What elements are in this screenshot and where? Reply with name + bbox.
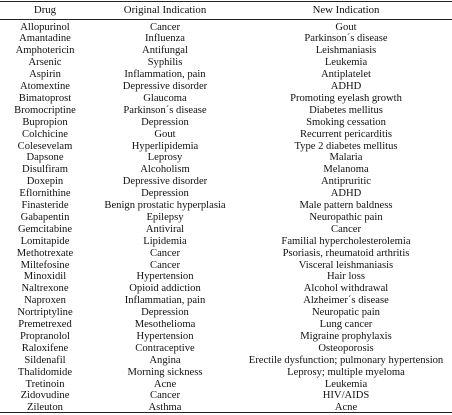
cell-original-indication: Depressive disorder (122, 81, 208, 92)
table-row (0, 355, 452, 368)
bottom-rule (0, 412, 452, 413)
table-row (0, 236, 452, 249)
table-row (0, 260, 452, 273)
table-row (0, 331, 452, 344)
cell-drug: Naproxen (24, 295, 66, 307)
header-drug: Drug (33, 4, 57, 16)
cell-new-indication: Hair loss (327, 271, 365, 283)
cell-new-indication: Male pattern baldness (299, 200, 393, 211)
table-row (0, 81, 452, 94)
cell-original-indication: Depression (141, 188, 189, 200)
table-row (0, 200, 452, 213)
cell-new-indication: Lung cancer (319, 319, 373, 330)
table-row (0, 295, 452, 308)
cell-original-indication: Cancer (150, 247, 180, 259)
cell-drug: Colesevelam (17, 140, 73, 152)
table-row (0, 319, 452, 332)
cell-drug: Atomextine (19, 81, 70, 92)
cell-drug: Nortriptyline (17, 307, 73, 319)
cell-original-indication: Morning sickness (127, 366, 203, 378)
cell-drug: Gabapentin (20, 211, 70, 223)
cell-original-indication: Depression (141, 307, 189, 319)
cell-new-indication: Gout (335, 21, 357, 33)
table-header-row (0, 4, 452, 17)
cell-original-indication: Leprosy (147, 152, 183, 164)
table-row (0, 93, 452, 106)
cell-original-indication: Cancer (150, 390, 180, 402)
cell-drug: Naltrexone (21, 283, 69, 295)
cell-drug: Doxepin (26, 176, 64, 188)
cell-original-indication: Cancer (150, 259, 180, 271)
cell-drug: Propranolol (19, 330, 71, 342)
cell-drug: Zileuton (27, 402, 63, 414)
cell-new-indication: Osteoporosis (318, 342, 374, 354)
table-row (0, 379, 452, 392)
cell-new-indication: Recurrent pericarditis (299, 128, 393, 140)
cell-drug: Tretinoin (25, 378, 65, 390)
table-row (0, 105, 452, 118)
cell-original-indication: Epilepsy (146, 211, 184, 223)
cell-new-indication: Smoking cessation (306, 116, 386, 128)
table-row (0, 141, 452, 154)
cell-new-indication: Migraine prophylaxis (300, 330, 392, 342)
cell-original-indication: Angina (149, 354, 181, 366)
cell-drug: Sildenafil (24, 354, 66, 366)
cell-original-indication: Inflammatian, pain (124, 295, 206, 307)
cell-new-indication: Promoting eyelash growth (290, 92, 402, 104)
cell-drug: Bromocriptine (14, 104, 76, 116)
header-rule (0, 19, 452, 20)
cell-original-indication: Mesothelioma (134, 319, 196, 330)
cell-original-indication: Influenza (145, 33, 185, 45)
cell-new-indication: Leukemia (324, 57, 368, 69)
table-row (0, 224, 452, 237)
cell-drug: Thalidomide (17, 366, 73, 378)
cell-new-indication: Cancer (331, 223, 361, 235)
cell-original-indication: Antifungal (142, 45, 188, 57)
cell-original-indication: Depressive disorder (122, 176, 208, 188)
cell-original-indication: Lipidemia (143, 235, 187, 247)
cell-drug: Lomitapide (20, 235, 70, 247)
cell-drug: Amphotericin (15, 45, 75, 57)
cell-drug: Finasteride (21, 200, 69, 211)
cell-new-indication: Erectile dysfunction; pulmonary hypertension (248, 354, 444, 366)
cell-drug: Amantadine (19, 33, 71, 45)
cell-new-indication: Leukemia (324, 378, 368, 390)
cell-new-indication: ADHD (330, 81, 362, 92)
cell-drug: Raloxifene (21, 342, 69, 354)
table-row (0, 164, 452, 177)
cell-drug: Aspirin (29, 69, 61, 81)
cell-original-indication: Glaucoma (143, 92, 187, 104)
cell-original-indication: Hypertension (136, 271, 194, 283)
cell-original-indication: Antiviral (145, 223, 185, 235)
cell-new-indication: Leishmaniasis (315, 45, 377, 57)
cell-original-indication: Depression (141, 116, 189, 128)
cell-original-indication: Opioid addiction (129, 283, 201, 295)
table-row (0, 45, 452, 58)
table-row (0, 212, 452, 225)
cell-new-indication: ADHD (330, 188, 362, 200)
cell-new-indication: Alcohol withdrawal (303, 283, 389, 295)
cell-new-indication: Malaria (329, 152, 363, 164)
cell-original-indication: Hypertension (136, 330, 194, 342)
cell-new-indication: Neuropatic pain (312, 307, 380, 319)
cell-drug: Methotrexate (16, 247, 74, 259)
cell-original-indication: Alcoholism (140, 164, 190, 176)
cell-new-indication: Melanoma (323, 164, 369, 176)
cell-drug: Miltefosine (20, 259, 70, 271)
header-original-indication: Original Indication (123, 4, 207, 16)
table-row (0, 188, 452, 201)
cell-drug: Gemcitabine (17, 223, 73, 235)
cell-new-indication: Familial hypercholesterolemia (281, 235, 411, 247)
cell-original-indication: Contraceptive (135, 342, 195, 354)
cell-drug: Colchicine (22, 128, 68, 140)
cell-new-indication: Alzheimer´s disease (303, 295, 389, 307)
cell-drug: Disulfiram (22, 164, 68, 176)
top-rule (0, 1, 452, 2)
table-row (0, 271, 452, 284)
cell-original-indication: Cancer (150, 21, 180, 33)
cell-new-indication: Antipruritic (320, 176, 371, 188)
cell-original-indication: Hyperlipidemia (131, 140, 199, 152)
cell-new-indication: Type 2 diabetes mellitus (294, 140, 398, 152)
table-row (0, 283, 452, 296)
table-row (0, 57, 452, 70)
table-row (0, 117, 452, 130)
cell-new-indication: HIV/AIDS (322, 390, 370, 402)
cell-drug: Arsenic (28, 57, 62, 69)
table-row (0, 248, 452, 261)
table-row (0, 22, 452, 35)
cell-drug: Zidovudine (20, 390, 70, 402)
cell-drug: Eflornithine (19, 188, 71, 200)
cell-new-indication: Neuropathic pain (309, 211, 383, 223)
table-row (0, 390, 452, 403)
cell-original-indication: Inflammation, pain (124, 69, 206, 81)
cell-original-indication: Gout (154, 128, 176, 140)
cell-drug: Bupropion (22, 116, 68, 128)
table-row (0, 69, 452, 82)
table-row (0, 343, 452, 356)
cell-drug: Allopurinol (20, 21, 70, 33)
cell-new-indication: Antiplatelet (320, 69, 371, 81)
cell-original-indication: Parkinson´s disease (123, 104, 207, 116)
table-row (0, 367, 452, 380)
cell-original-indication: Acne (153, 378, 177, 390)
table-row (0, 152, 452, 165)
cell-original-indication: Asthma (148, 402, 182, 414)
cell-original-indication: Syphilis (147, 57, 183, 69)
cell-drug: Premetrexed (18, 319, 72, 330)
cell-new-indication: Parkinson´s disease (304, 33, 388, 45)
cell-drug: Bimatoprost (18, 92, 72, 104)
cell-drug: Dapsone (26, 152, 64, 164)
cell-new-indication: Diabetes mellitus (309, 104, 383, 116)
cell-new-indication: Leprosy; multiple myeloma (287, 366, 405, 378)
cell-new-indication: Psoriasis, rheumatoid arthritis (282, 247, 410, 259)
cell-new-indication: Visceral leishmaniasis (298, 259, 394, 271)
table-row (0, 307, 452, 320)
cell-new-indication: Acne (334, 402, 358, 414)
table-row (0, 129, 452, 142)
table-row (0, 33, 452, 46)
header-new-indication: New Indication (312, 4, 380, 16)
cell-original-indication: Benign prostatic hyperplasia (104, 200, 226, 211)
table-row (0, 176, 452, 189)
cell-drug: Minoxidil (23, 271, 67, 283)
